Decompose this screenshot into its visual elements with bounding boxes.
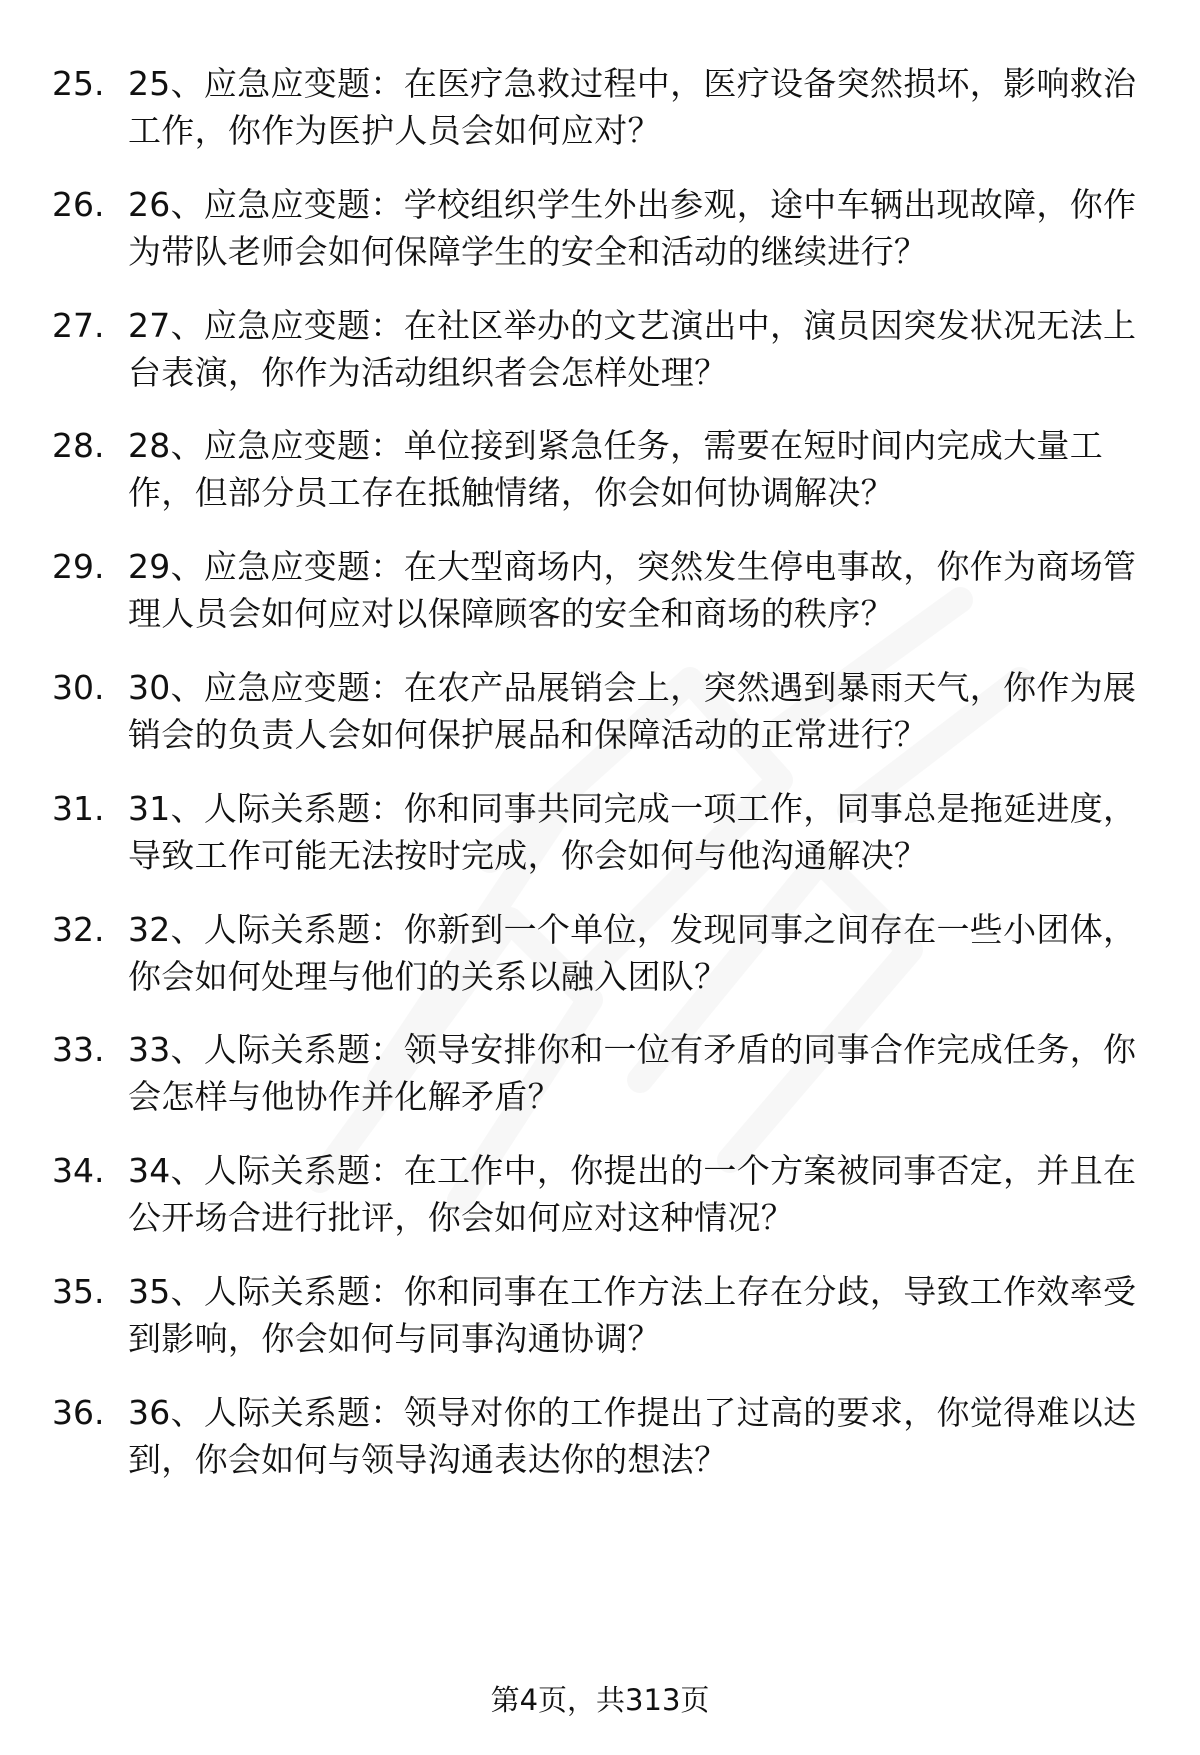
- question-number: 28.: [52, 426, 105, 466]
- question-number: 26.: [52, 184, 105, 224]
- question-number: 30.: [52, 667, 105, 707]
- list-item: [0, 181, 1200, 302]
- list-item: [0, 906, 1200, 1027]
- question-number: 32.: [52, 909, 105, 949]
- list-item: [0, 422, 1200, 543]
- question-list: [0, 60, 1200, 1510]
- question-text: 28、应急应变题：单位接到紧急任务，需要在短时间内完成大量工作，但部分员工存在抵触情绪，你会如何协调解决？: [128, 426, 1103, 513]
- question-text: 26、应急应变题：学校组织学生外出参观，途中车辆出现故障，你作为带队老师会如何保障学生的安全和活动的继续进行？: [128, 184, 1137, 271]
- list-item: [0, 1026, 1200, 1147]
- question-number: 35.: [52, 1271, 105, 1311]
- question-text: 32、人际关系题：你新到一个单位，发现同事之间存在一些小团体，你会如何处理与他们的关系以融入团队？: [128, 909, 1137, 996]
- question-text: 25、应急应变题：在医疗急救过程中，医疗设备突然损坏，影响救治工作，你作为医护人员会如何应对？: [128, 64, 1137, 150]
- list-item: [0, 785, 1200, 906]
- question-text: 34、人际关系题：在工作中，你提出的一个方案被同事否定，并且在公开场合进行批评，你会如何应对这种情况？: [128, 1151, 1137, 1238]
- list-item: [0, 302, 1200, 423]
- question-text: 35、人际关系题：你和同事在工作方法上存在分歧，导致工作效率受到影响，你会如何与同事沟通协调？: [128, 1271, 1137, 1358]
- list-item: [0, 60, 1200, 181]
- page-number-footer: 第4页，共313页: [490, 1683, 710, 1717]
- list-item: [0, 664, 1200, 785]
- question-number: 25.: [52, 64, 105, 103]
- question-number: 36.: [52, 1392, 105, 1432]
- question-text: 33、人际关系题：领导安排你和一位有矛盾的同事合作完成任务，你会怎样与他协作并化解矛盾？: [128, 1030, 1137, 1117]
- question-text: 29、应急应变题：在大型商场内，突然发生停电事故，你作为商场管理人员会如何应对以保障顾客的安全和商场的秩序？: [128, 547, 1137, 634]
- question-number: 33.: [52, 1030, 105, 1070]
- question-number: 31.: [52, 788, 105, 828]
- question-number: 34.: [52, 1151, 105, 1191]
- question-text: 30、应急应变题：在农产品展销会上，突然遇到暴雨天气，你作为展销会的负责人会如何保护展品和保障活动的正常进行？: [128, 667, 1137, 754]
- question-number: 27.: [52, 305, 105, 345]
- question-text: 27、应急应变题：在社区举办的文艺演出中，演员因突发状况无法上台表演，你作为活动组织者会怎样处理？: [128, 305, 1137, 392]
- list-item: [0, 1268, 1200, 1389]
- question-text: 31、人际关系题：你和同事共同完成一项工作，同事总是拖延进度，导致工作可能无法按时完成，你会如何与他沟通解决？: [128, 788, 1137, 875]
- question-text: 36、人际关系题：领导对你的工作提出了过高的要求，你觉得难以达到，你会如何与领导沟通表达你的想法？: [128, 1392, 1137, 1479]
- question-number: 29.: [52, 547, 105, 587]
- list-item: [0, 1389, 1200, 1510]
- list-item: [0, 543, 1200, 664]
- list-item: [0, 1147, 1200, 1268]
